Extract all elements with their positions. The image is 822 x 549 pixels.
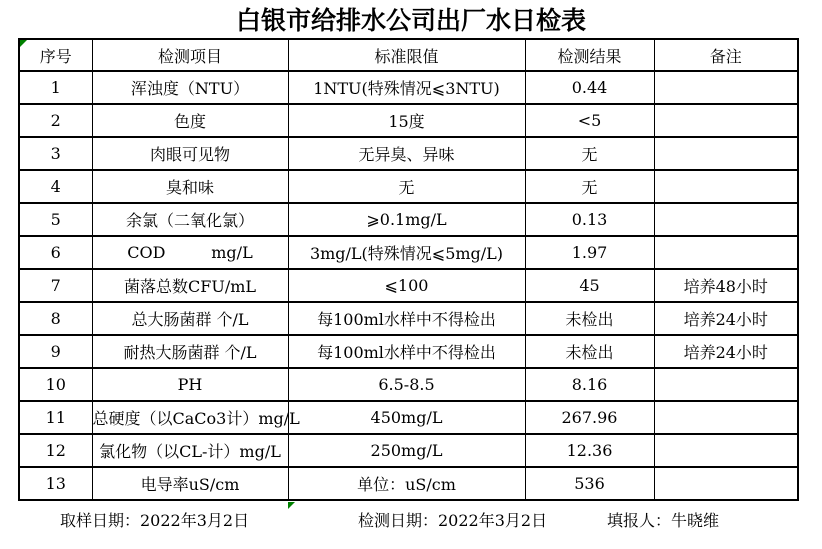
cell-index: 3 (19, 137, 92, 170)
cell-item: 耐热大肠菌群 个/L (92, 335, 288, 368)
cell-result: 未检出 (525, 335, 654, 368)
table-row (19, 467, 798, 500)
cell-note (654, 137, 798, 170)
cell-note (654, 236, 798, 269)
header-limit: 标准限值 (288, 39, 525, 71)
table-row (19, 71, 798, 104)
cell-item: 总硬度（以CaCo3计）mg/L (92, 401, 288, 434)
cell-note (654, 104, 798, 137)
cell-limit: 450mg/L (288, 401, 525, 434)
cell-limit: 15度 (288, 104, 525, 137)
cell-limit: 每100ml水样中不得检出 (288, 335, 525, 368)
cell-limit: ⩾0.1mg/L (288, 203, 525, 236)
header-result: 检测结果 (525, 39, 654, 71)
cell-limit: 每100ml水样中不得检出 (288, 302, 525, 335)
cell-item: PH (92, 368, 288, 401)
cell-item: 浑浊度（NTU） (92, 71, 288, 104)
test-date-label: 检测日期：2022年3月2日 (358, 511, 548, 530)
reporter-label: 填报人：牛晓维 (607, 511, 720, 530)
cell-result: 0.13 (525, 203, 654, 236)
table-row (19, 368, 798, 401)
cell-result: 267.96 (525, 401, 654, 434)
sampling-date-label: 取样日期：2022年3月2日 (60, 511, 250, 530)
cell-limit: ⩽100 (288, 269, 525, 302)
cell-note (654, 401, 798, 434)
cell-limit: 无异臭、异味 (288, 137, 525, 170)
table-row (19, 302, 798, 335)
cell-result: <5 (525, 104, 654, 137)
cell-index: 10 (19, 368, 92, 401)
cell-note (654, 203, 798, 236)
table-row (19, 269, 798, 302)
cell-result: 0.44 (525, 71, 654, 104)
cell-result: 未检出 (525, 302, 654, 335)
cell-index: 11 (19, 401, 92, 434)
cell-index: 5 (19, 203, 92, 236)
cell-index: 4 (19, 170, 92, 203)
cell-index: 6 (19, 236, 92, 269)
cell-limit: 3mg/L(特殊情况⩽5mg/L) (288, 236, 525, 269)
cell-note (654, 467, 798, 500)
cell-item: 电导率uS/cm (92, 467, 288, 500)
cell-note: 培养24小时 (654, 302, 798, 335)
cell-index: 1 (19, 71, 92, 104)
header-note: 备注 (654, 39, 798, 71)
cell-error-indicator-icon (20, 40, 27, 47)
header-row (19, 39, 798, 71)
table-row (19, 170, 798, 203)
cell-note (654, 71, 798, 104)
table-row (19, 335, 798, 368)
cell-index: 13 (19, 467, 92, 500)
cell-limit: 6.5-8.5 (288, 368, 525, 401)
cell-item: 总大肠菌群 个/L (92, 302, 288, 335)
inspection-table (18, 38, 799, 501)
cell-item: 菌落总数CFU/mL (92, 269, 288, 302)
cell-result: 8.16 (525, 368, 654, 401)
cell-note (654, 170, 798, 203)
cell-note: 培养48小时 (654, 269, 798, 302)
cell-limit: 1NTU(特殊情况⩽3NTU) (288, 71, 525, 104)
cell-result: 536 (525, 467, 654, 500)
cell-index: 2 (19, 104, 92, 137)
cell-item: 肉眼可见物 (92, 137, 288, 170)
cell-result: 1.97 (525, 236, 654, 269)
cell-note: 培养24小时 (654, 335, 798, 368)
cell-limit: 250mg/L (288, 434, 525, 467)
cell-error-indicator-icon (288, 502, 295, 509)
cell-item: COD mg/L (92, 236, 288, 269)
table-row (19, 236, 798, 269)
cell-result: 12.36 (525, 434, 654, 467)
table-row (19, 434, 798, 467)
table-row (19, 104, 798, 137)
cell-note (654, 368, 798, 401)
table-row (19, 401, 798, 434)
header-index: 序号 (19, 39, 92, 71)
cell-index: 7 (19, 269, 92, 302)
cell-result: 无 (525, 170, 654, 203)
cell-note (654, 434, 798, 467)
cell-limit: 无 (288, 170, 525, 203)
cell-limit: 单位：uS/cm (288, 467, 525, 500)
header-item: 检测项目 (92, 39, 288, 71)
cell-result: 45 (525, 269, 654, 302)
cell-index: 9 (19, 335, 92, 368)
cell-item: 余氯（二氧化氯） (92, 203, 288, 236)
cell-item: 氯化物（以CL-计）mg/L (92, 434, 288, 467)
cell-index: 12 (19, 434, 92, 467)
table-row (19, 137, 798, 170)
page-title: 白银市给排水公司出厂水日检表 (235, 6, 586, 35)
cell-item: 色度 (92, 104, 288, 137)
cell-index: 8 (19, 302, 92, 335)
table-row (19, 203, 798, 236)
table-body (19, 71, 798, 500)
cell-result: 无 (525, 137, 654, 170)
cell-item: 臭和味 (92, 170, 288, 203)
